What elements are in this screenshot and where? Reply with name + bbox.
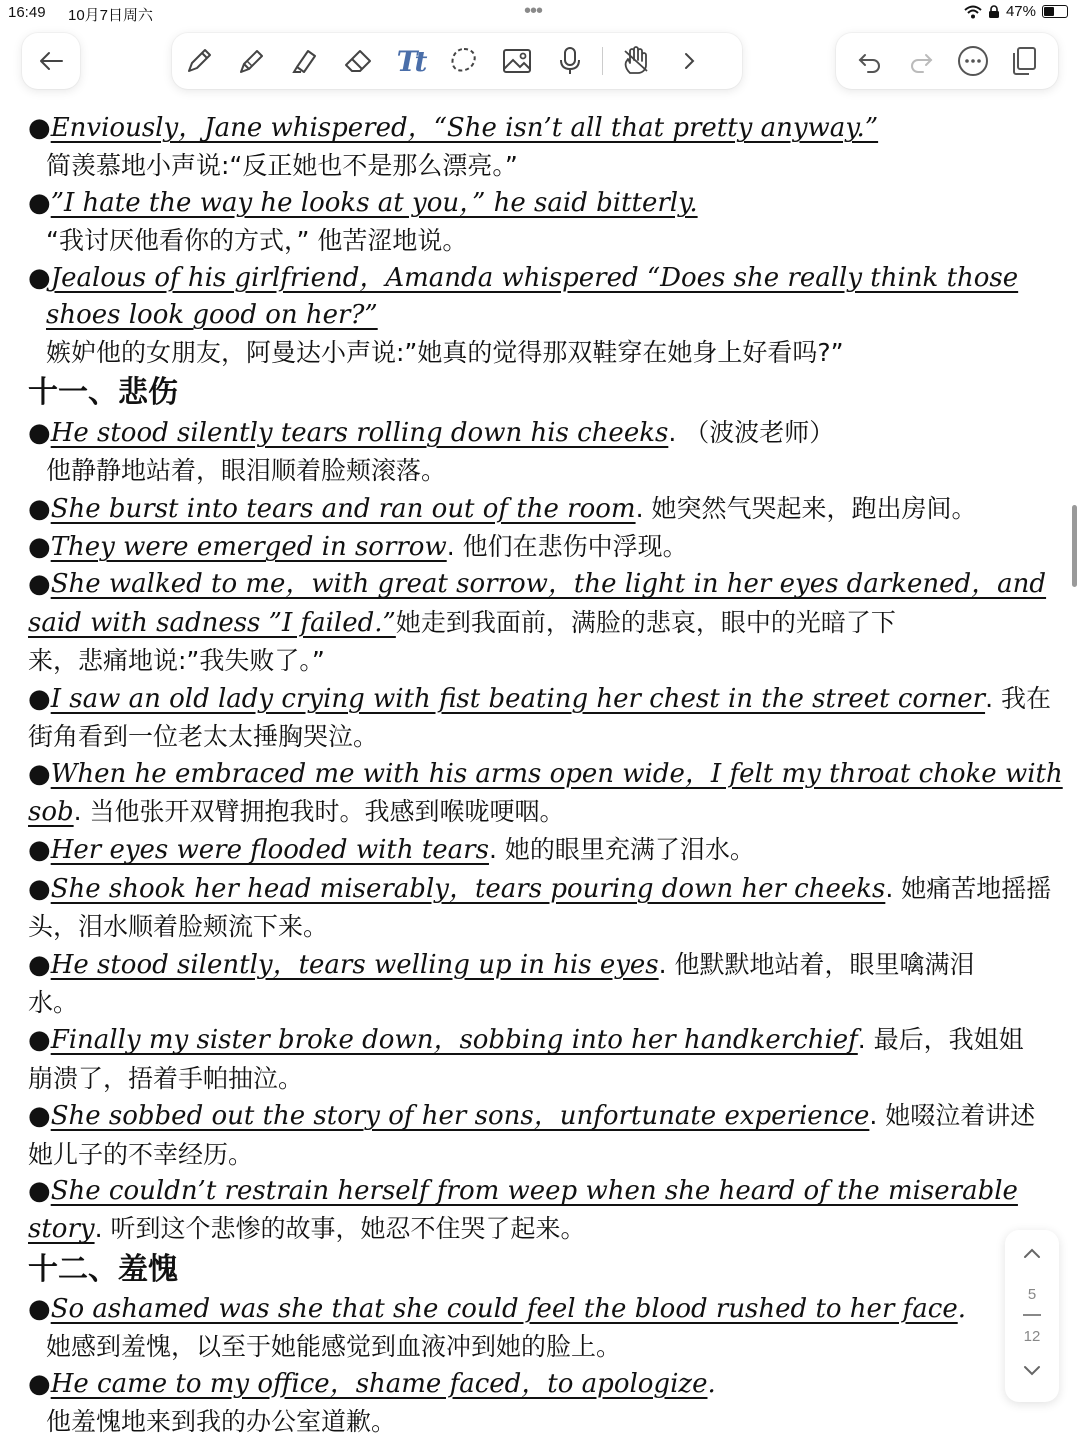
image-icon: [501, 45, 533, 77]
text-line: ●Finally my sister broke down，sobbing into her handkerchief. 最后，我姐姐: [28, 1025, 1024, 1056]
pen-tool-button[interactable]: [172, 33, 225, 89]
highlighter-tool-button[interactable]: [278, 33, 331, 89]
text-line: ●She burst into tears and ran out of the room. 她突然气哭起来，跑出房间。: [28, 493, 977, 524]
total-pages: 12: [1023, 1328, 1041, 1345]
status-right: [964, 3, 1068, 20]
text-line: 他静静地站着，眼泪顺着脸颊滚落。: [46, 456, 447, 486]
lasso-icon: [448, 45, 480, 77]
lock-rotation-icon: [988, 5, 1000, 19]
pen-icon: [183, 45, 215, 77]
current-page: 5: [1027, 1286, 1037, 1303]
undo-button[interactable]: [848, 39, 892, 83]
toolbar-divider: [602, 47, 603, 75]
redo-icon: [908, 49, 934, 73]
back-button[interactable]: [22, 33, 80, 89]
text-line: 崩溃了，捂着手帕抽泣。: [28, 1063, 304, 1093]
text-line: ●Her eyes were flooded with tears. 她的眼里充满了泪水。: [28, 835, 755, 866]
more-button[interactable]: [951, 39, 995, 83]
status-date: 10月7日周六: [68, 7, 154, 24]
text-line: 简羡慕地小声说:“反正她也不是那么漂亮。”: [46, 151, 518, 181]
text-tool-button[interactable]: [384, 33, 437, 89]
chevron-down-icon[interactable]: [1022, 1364, 1042, 1378]
text-line: “我讨厌他看你的方式，” 他苦涩地说。: [46, 226, 468, 256]
scrollbar[interactable]: [1072, 505, 1077, 587]
text-line: shoes look good on her?”: [46, 300, 378, 331]
status-bar: [0, 0, 1080, 28]
pencil-tool-button[interactable]: [225, 33, 278, 89]
lasso-tool-button[interactable]: [437, 33, 490, 89]
text-line: said with sadness ”I failed.”她走到我面前，满脸的悲哀，眼中的光暗了下: [28, 607, 896, 638]
touch-hand-icon: [620, 45, 652, 77]
action-toolbar: [836, 33, 1058, 89]
text-line: ●Enviously，Jane whispered，“She isn’t all that pretty anyway.”: [28, 113, 879, 143]
chevron-right-icon: [679, 49, 699, 73]
undo-icon: [857, 49, 883, 73]
drawing-toolbar: [172, 33, 742, 89]
text-line: ●She walked to me，with great sorrow，the light in her eyes darkened，and: [28, 569, 1047, 600]
text-line: ●They were emerged in sorrow. 他们在悲伤中浮现。: [28, 532, 688, 563]
multitasking-dots-icon[interactable]: •••: [524, 0, 543, 22]
text-line: 嫉妒他的女朋友，阿曼达小声说:”她真的觉得那双鞋穿在她身上好看吗?”: [46, 338, 844, 368]
text-line: 水。: [28, 987, 79, 1017]
section-heading: 十二、羞愧: [28, 1251, 178, 1287]
text-tool-icon: Tt: [396, 44, 425, 78]
text-line: ●She couldn’t restrain herself from weep when she heard of the miserable: [28, 1175, 1018, 1206]
text-line: ●She sobbed out the story of her sons，unfortunate experience. 她啜泣着讲述: [28, 1101, 1036, 1132]
more-icon: [957, 45, 989, 77]
text-line: ●When he embraced me with his arms open wide，I felt my throat choke with: [28, 758, 1063, 789]
page-divider: [1023, 1314, 1041, 1316]
pencil-icon: [236, 45, 268, 77]
text-line: 她儿子的不幸经历。: [28, 1139, 254, 1169]
page-navigator: [1005, 1230, 1059, 1402]
note-page[interactable]: [28, 110, 1063, 1440]
text-line: 头，泪水顺着脸颊流下来。: [28, 912, 329, 942]
text-line: ●”I hate the way he looks at you，” he said bitterly.: [28, 187, 698, 218]
battery-percent: 47%: [1005, 3, 1036, 20]
text-line: ●He stood silently，tears welling up in his eyes. 他默默地站着，眼里噙满泪: [28, 949, 975, 980]
text-line: 街角看到一位老太太捶胸哭泣。: [28, 722, 379, 752]
eraser-icon: [342, 45, 374, 77]
eraser-tool-button[interactable]: [331, 33, 384, 89]
touch-drawing-button[interactable]: [609, 33, 662, 89]
text-line: 来，悲痛地说:”我失败了。”: [28, 646, 325, 676]
chevron-up-icon[interactable]: [1022, 1246, 1042, 1260]
text-line: ●So ashamed was she that she could feel the blood rushed to her face.: [28, 1293, 966, 1324]
pages-button[interactable]: [1002, 39, 1046, 83]
microphone-tool-button[interactable]: [543, 33, 596, 89]
battery-icon: [1042, 5, 1068, 18]
text-line: 他羞愧地来到我的办公室道歉。: [46, 1407, 397, 1436]
text-line: ●I saw an old lady crying with fist beating her chest in the street corner. 我在: [28, 683, 1051, 714]
more-tools-button[interactable]: [662, 33, 715, 89]
text-line: ●She shook her head miserably，tears pouring down her cheeks. 她痛苦地摇摇: [28, 873, 1052, 904]
pages-icon: [1009, 45, 1039, 77]
arrow-left-icon: [38, 50, 64, 72]
section-heading: 十一、悲伤: [28, 374, 178, 410]
text-line: story. 听到这个悲惨的故事，她忍不住哭了起来。: [28, 1214, 586, 1245]
status-time: 16:49: [8, 4, 46, 21]
wifi-icon: [964, 5, 982, 19]
image-tool-button[interactable]: [490, 33, 543, 89]
text-line: sob. 当他张开双臂拥抱我时。我感到喉咙哽咽。: [28, 796, 565, 827]
redo-button[interactable]: [899, 39, 943, 83]
text-line: ●He stood silently tears rolling down his cheeks. （波波老师）: [28, 417, 835, 448]
microphone-icon: [554, 45, 586, 77]
text-line: ●Jealous of his girlfriend，Amanda whispered “Does she really think those: [28, 262, 1019, 293]
text-line: 她感到羞愧，以至于她能感觉到血液冲到她的脸上。: [46, 1332, 622, 1362]
text-line: ●He came to my office，shame faced，to apologize.: [28, 1368, 716, 1399]
highlighter-icon: [289, 45, 321, 77]
